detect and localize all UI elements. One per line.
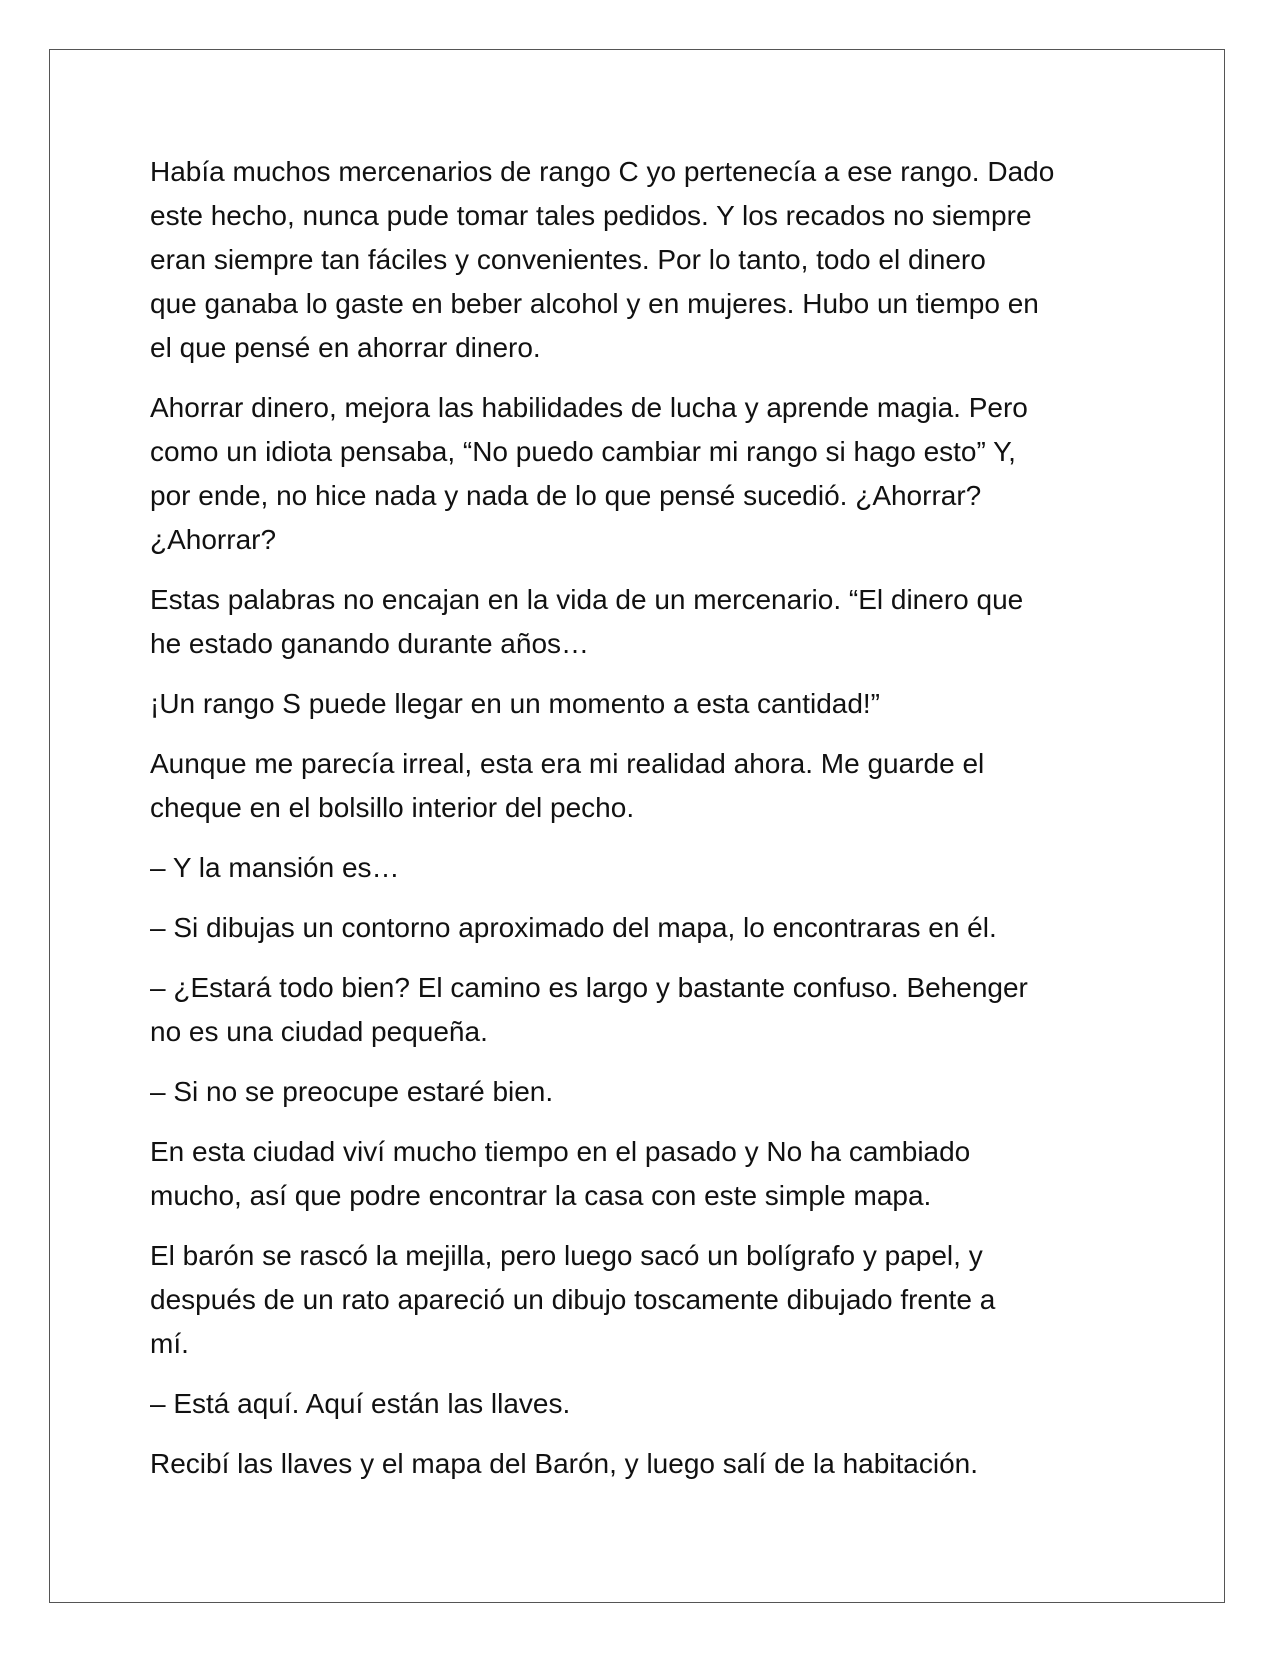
paragraph: Estas palabras no encajan en la vida de un mercenario. “El dinero que he estado ganando durante años… (150, 584, 1024, 659)
document-body (150, 150, 1150, 1502)
paragraph: El barón se rascó la mejilla, pero luego sacó un bolígrafo y papel, y después de un rato apareció un dibujo toscamente dibujado frente a mí. (150, 1240, 996, 1359)
paragraph: Había muchos mercenarios de rango C yo pertenecía a ese rango. Dado este hecho, nunca pude tomar tales pedidos. Y los recados no siempre eran siempre tan fáciles y convenientes. Por lo tanto, todo el dinero que ganaba lo gaste en beber alcohol y en mujeres. Hubo un tiempo en el que pensé en ahorrar dinero. (150, 156, 1055, 363)
dialogue-line: – Si dibujas un contorno aproximado del mapa, lo encontraras en él. (150, 912, 997, 943)
paragraph: Recibí las llaves y el mapa del Barón, y luego salí de la habitación. (150, 1448, 979, 1479)
paragraph: ¡Un rango S puede llegar en un momento a esta cantidad!” (150, 688, 881, 719)
paragraph: Ahorrar dinero, mejora las habilidades de lucha y aprende magia. Pero como un idiota pensaba, “No puedo cambiar mi rango si hago esto” Y, por ende, no hice nada y nada de lo que pensé sucedió. ¿Ahorrar? ¿Ahorrar? (150, 392, 1028, 555)
dialogue-line: – Si no se preocupe estaré bien. (150, 1076, 554, 1107)
paragraph: Aunque me parecía irreal, esta era mi realidad ahora. Me guarde el cheque en el bolsillo interior del pecho. (150, 748, 985, 823)
dialogue-line: – Está aquí. Aquí están las llaves. (150, 1388, 571, 1419)
paragraph: En esta ciudad viví mucho tiempo en el pasado y No ha cambiado mucho, así que podre encontrar la casa con este simple mapa. (150, 1136, 971, 1211)
dialogue-line: – ¿Estará todo bien? El camino es largo y bastante confuso. Behenger no es una ciudad pequeña. (150, 972, 1028, 1047)
dialogue-line: – Y la mansión es… (150, 852, 400, 883)
